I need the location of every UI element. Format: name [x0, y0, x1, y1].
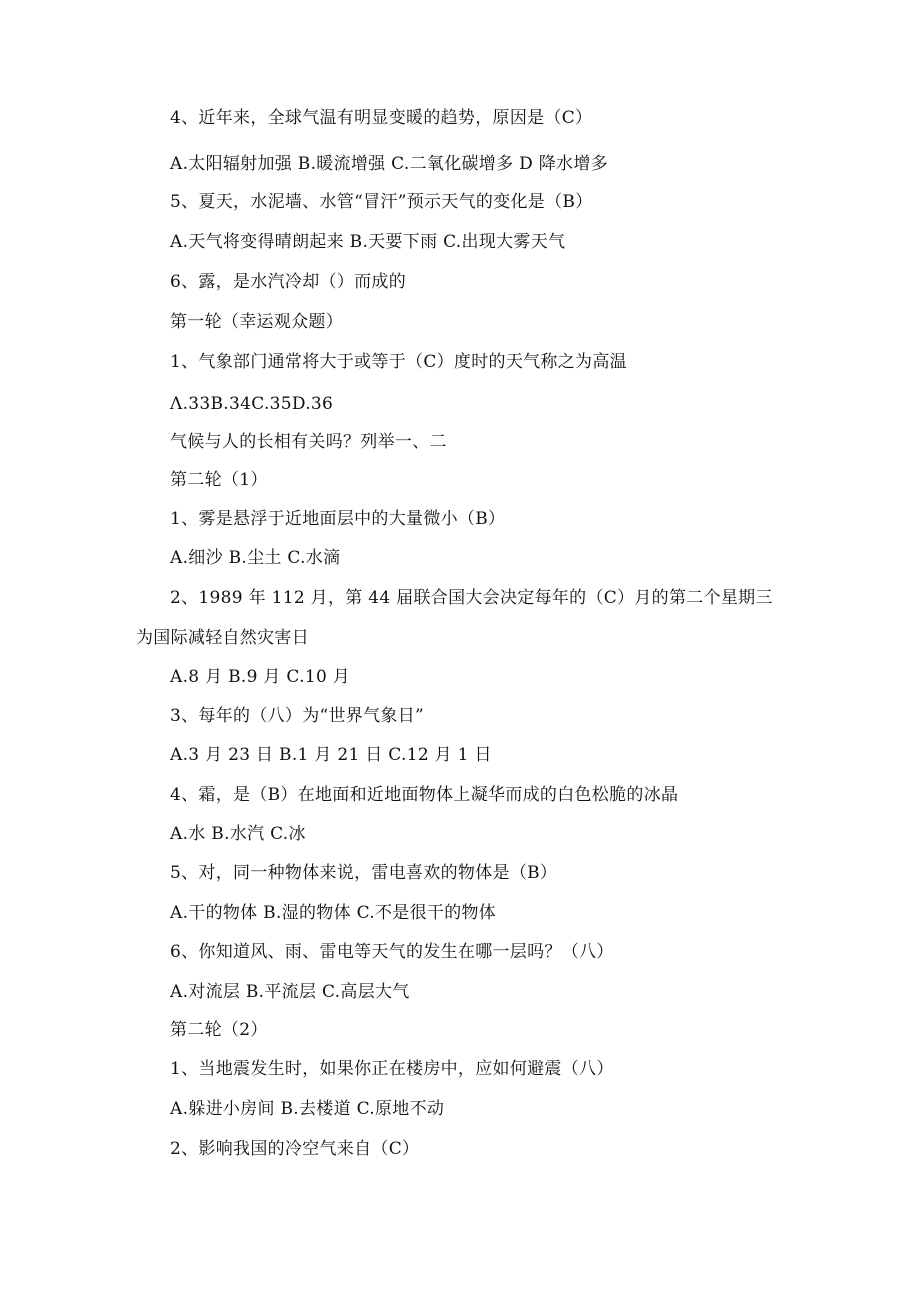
round2b-question-2: 2、影响我国的冷空气来自（C） [170, 1139, 420, 1159]
round2-question-6: 6、你知道风、雨、雷电等天气的发生在哪一层吗？（八） [170, 942, 614, 962]
round2b-options-1: A.躲进小房间 B.去楼道 C.原地不动 [170, 1099, 445, 1119]
options-4: A.太阳辐射加强 B.暖流增强 C.二氧化碳增多 D 降水增多 [170, 154, 608, 174]
round2-question-2: 2、1989 年 112 月，第 44 届联合国大会决定每年的（C）月的第二个星期三 [170, 588, 773, 608]
round2-options-5: A.干的物体 B.湿的物体 C.不是很干的物体 [170, 903, 497, 923]
round2-options-3: A.3 月 23 日 B.1 月 21 日 C.12 月 1 日 [170, 745, 492, 765]
round1-options-1: Λ.33B.34C.35D.36 [170, 394, 334, 414]
round2-options-4: A.水 B.水汽 C.冰 [170, 824, 306, 844]
round2-question-1: 1、雾是悬浮于近地面层中的大量微小（B） [170, 509, 506, 529]
options-5: A.天气将变得晴朗起来 B.天要下雨 C.出现大雾天气 [170, 232, 566, 252]
round2-question-3: 3、每年的（八）为“世界气象日” [170, 706, 424, 726]
section-round-2-part-1: 第二轮（1） [170, 470, 268, 490]
section-round-1: 第一轮（幸运观众题） [170, 312, 343, 332]
round2-options-1: A.细沙 B.尘土 C.水滴 [170, 548, 341, 568]
round2-options-6: A.对流层 B.平流层 C.高层大气 [170, 982, 410, 1002]
question-4-climate-warming: 4、近年来，全球气温有明显变暖的趋势，原因是（C） [170, 108, 593, 128]
section-round-2-part-2: 第二轮（2） [170, 1020, 268, 1040]
round2-question-5: 5、对，同一种物体来说，雷电喜欢的物体是（B） [170, 863, 558, 883]
round2b-question-1: 1、当地震发生时，如果你正在楼房中，应如何避震（八） [170, 1059, 614, 1079]
climate-appearance-question: 气候与人的长相有关吗？列举一、二 [170, 432, 447, 452]
question-6-dew: 6、露，是水汽冷却（）而成的 [170, 272, 407, 292]
round2-options-2: A.8 月 B.9 月 C.10 月 [170, 667, 351, 687]
question-5-sweating-walls: 5、夏天，水泥墙、水管“冒汗”预示天气的变化是（B） [170, 192, 593, 212]
round2-question-2-continued: 为国际减轻自然灾害日 [136, 628, 309, 648]
round1-question-1: 1、气象部门通常将大于或等于（C）度时的天气称之为高温 [170, 352, 627, 372]
round2-question-4: 4、霜，是（B）在地面和近地面物体上凝华而成的白色松脆的冰晶 [170, 785, 679, 805]
